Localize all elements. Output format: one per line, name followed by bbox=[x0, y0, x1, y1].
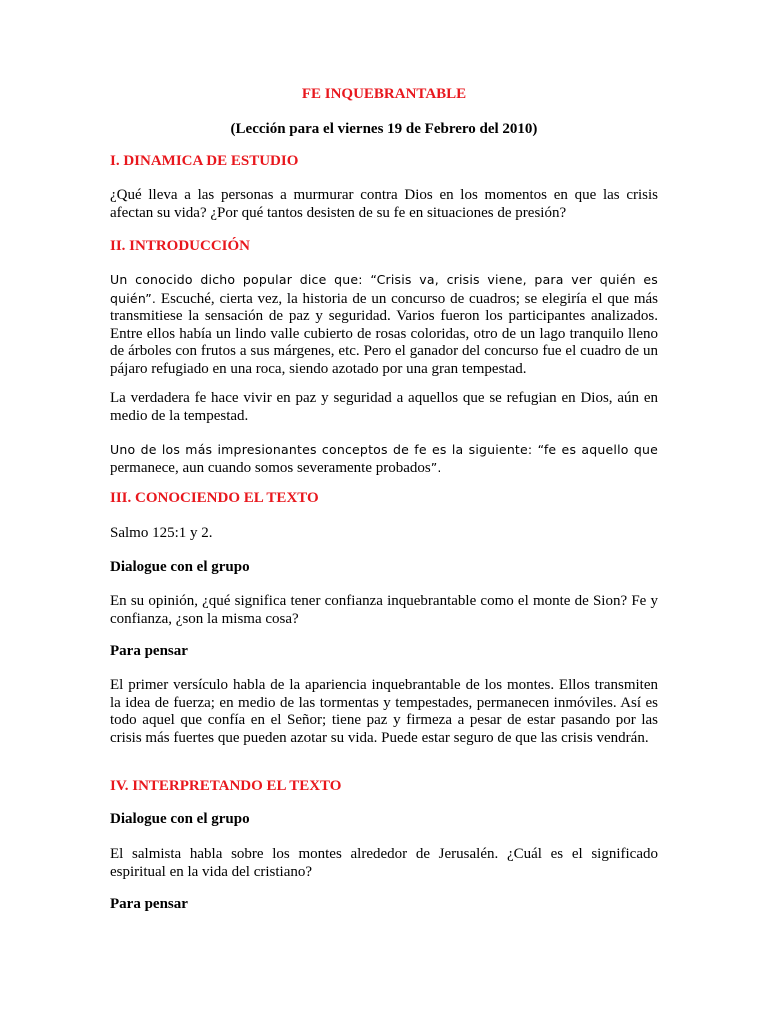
paragraph-verdadera-fe: La verdadera fe hace vivir en paz y seguridad a aquellos que se refugian en Dios, aún en medio de la tempestad. bbox=[110, 390, 658, 424]
concepto-line-1: Uno de los más impresionantes conceptos de fe es la siguiente: “fe es aquello que bbox=[110, 442, 658, 457]
question-jerusalen: El salmista habla sobre los montes alrededor de Jerusalén. ¿Cuál es el significado espiritual en la vida del cristiano? bbox=[110, 846, 658, 880]
document-title: FE INQUEBRANTABLE bbox=[301, 86, 467, 102]
document-page bbox=[110, 0, 658, 1024]
subheading-dialogue-2: Dialogue con el grupo bbox=[110, 811, 250, 827]
paragraph-concepto-fe bbox=[110, 441, 658, 477]
document-subtitle: (Lección para el viernes 19 de Febrero del 2010) bbox=[230, 121, 538, 137]
paragraph-introduccion bbox=[110, 271, 658, 378]
question-sion: En su opinión, ¿qué significa tener confianza inquebrantable como el monte de Sion? Fe y confianza, ¿son la misma cosa? bbox=[110, 593, 658, 627]
contest-story: Escuché, cierta vez, la historia de un concurso de cuadros; se elegiría el que más transmitiese la sensación de paz y seguridad. Varios fueron los participantes analizados. Entre ellos había un lindo valle cubierto de rosas coloridas, otro de un lago tranquilo lleno de árboles con frutos a sus márgenes, etc. Pero el ganador del concurso fue el cuadro de un pájaro refugiado en una roca, siendo azotado por una gran tempestad. bbox=[110, 290, 658, 377]
popular-saying: Un conocido dicho popular dice que: “Crisis va, crisis viene, para ver quién es quién”. bbox=[110, 272, 658, 306]
section-heading-dinamica: I. DINAMICA DE ESTUDIO bbox=[110, 153, 299, 169]
paragraph-dinamica: ¿Qué lleva a las personas a murmurar contra Dios en los momentos en que las crisis afectan su vida? ¿Por qué tantos desisten de su fe en situaciones de presión? bbox=[110, 187, 658, 221]
concepto-line-2-text: permanece, aun cuando somos severamente probados bbox=[110, 459, 431, 476]
subheading-para-pensar-1: Para pensar bbox=[110, 643, 188, 659]
concepto-line-2-end: ”. bbox=[430, 459, 442, 475]
subheading-dialogue-1: Dialogue con el grupo bbox=[110, 559, 250, 575]
concepto-line-2 bbox=[110, 459, 658, 478]
section-heading-introduccion: II. INTRODUCCIÓN bbox=[110, 238, 251, 254]
paragraph-para-pensar-1: El primer versículo habla de la apariencia inquebrantable de los montes. Ellos transmiten la idea de fuerza; en medio de las tormentas y tempestades, permanecen inmóviles. Así es todo aquel que confía en el Señor; tiene paz y firmeza a pesar de estar pasando por las crisis más fuertes que pueden azotar su vida. Puede estar seguro de que las crisis vendrán. bbox=[110, 677, 658, 746]
bible-reference: Salmo 125:1 y 2. bbox=[110, 525, 213, 541]
section-heading-interpretando: IV. INTERPRETANDO EL TEXTO bbox=[110, 778, 342, 794]
subheading-para-pensar-2: Para pensar bbox=[110, 896, 188, 912]
section-heading-conociendo: III. CONOCIENDO EL TEXTO bbox=[110, 490, 319, 506]
